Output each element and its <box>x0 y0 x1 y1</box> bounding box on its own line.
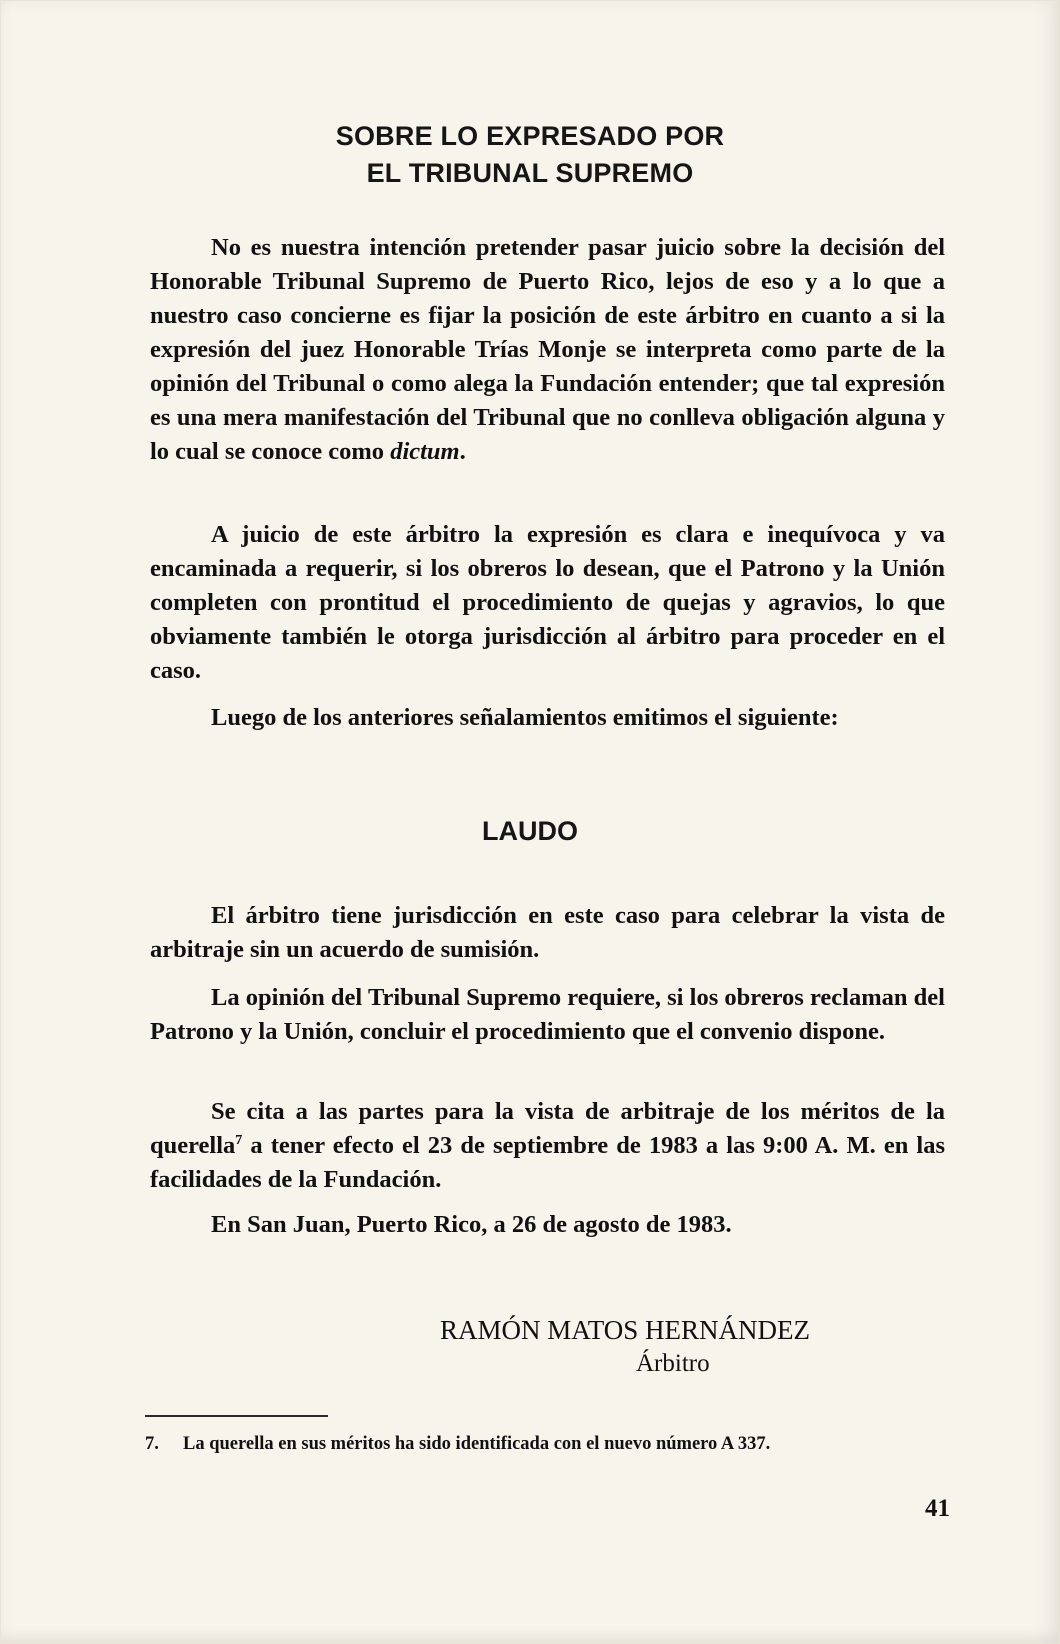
paragraph-intro-text: No es nuestra intención pretender pasar juicio sobre la decisión del Honorable Tribunal Supremo de Puerto Rico, lejos de eso y a lo que a nuestro caso concierne es fijar la posición de este árbitro en cuanto a si la expresión del juez Honorable Trías Monje se interpreta como parte de la opinión del Tribunal o como alega la Fundación entender; que tal expresión es una mera manifestación del Tribunal que no conlleva obligación alguna y lo cual se conoce como <box>150 234 945 465</box>
paragraph-jurisdiction-text: El árbitro tiene jurisdicción en este caso para celebrar la vista de arbitraje sin un acuerdo de sumisión. <box>150 902 945 963</box>
footnote-number: 7. <box>145 1434 159 1454</box>
paragraph-jurisdiction <box>150 899 945 967</box>
footnote-reference: 7 <box>235 1132 243 1148</box>
paragraph-hearing <box>150 1095 945 1197</box>
laudo-heading: LAUDO <box>482 816 578 846</box>
paragraph-transition <box>150 701 945 735</box>
footnote-text: La querella en sus méritos ha sido identificada con el nuevo número A 337. <box>183 1434 771 1454</box>
paragraph-date-place <box>150 1208 945 1242</box>
paragraph-intro-end: . <box>459 438 466 465</box>
footnote-divider <box>145 1415 328 1417</box>
paragraph-hearing-before: Se cita a las partes para la vista de arbitraje de los méritos de la querella <box>150 1098 945 1159</box>
signatory-role: Árbitro <box>636 1350 710 1377</box>
dictum-emphasis: dictum <box>390 438 460 465</box>
paragraph-supreme-court <box>150 981 945 1049</box>
paragraph-supreme-court-text: La opinión del Tribunal Supremo requiere, si los obreros reclaman del Patrono y la Unión, concluir el procedimiento que el convenio dispone. <box>150 984 945 1045</box>
signatory-name: RAMÓN MATOS HERNÁNDEZ <box>440 1315 811 1345</box>
section-heading-line-1: SOBRE LO EXPRESADO POR <box>335 121 725 151</box>
footnote <box>145 1430 975 1458</box>
page-number: 41 <box>925 1495 950 1522</box>
paragraph-transition-text: Luego de los anteriores señalamientos emitimos el siguiente: <box>211 704 839 731</box>
paragraph-arbiter-opinion-text: A juicio de este árbitro la expresión es clara e inequívoca y va encaminada a requerir, si los obreros lo desean, que el Patrono y la Unión completen con prontitud el procedimiento de quejas y agravios, lo que obviamente también le otorga jurisdicción al árbitro para proceder en el caso. <box>150 521 945 684</box>
paragraph-arbiter-opinion <box>150 518 945 688</box>
paragraph-hearing-after: a tener efecto el 23 de septiembre de 1983 a las 9:00 A. M. en las facilidades de la Fundación. <box>150 1132 945 1193</box>
signature-block <box>440 1314 980 1380</box>
paragraph-intro <box>150 231 945 469</box>
paragraph-date-place-text: En San Juan, Puerto Rico, a 26 de agosto de 1983. <box>211 1211 732 1238</box>
section-heading-line-2: EL TRIBUNAL SUPREMO <box>366 158 694 188</box>
